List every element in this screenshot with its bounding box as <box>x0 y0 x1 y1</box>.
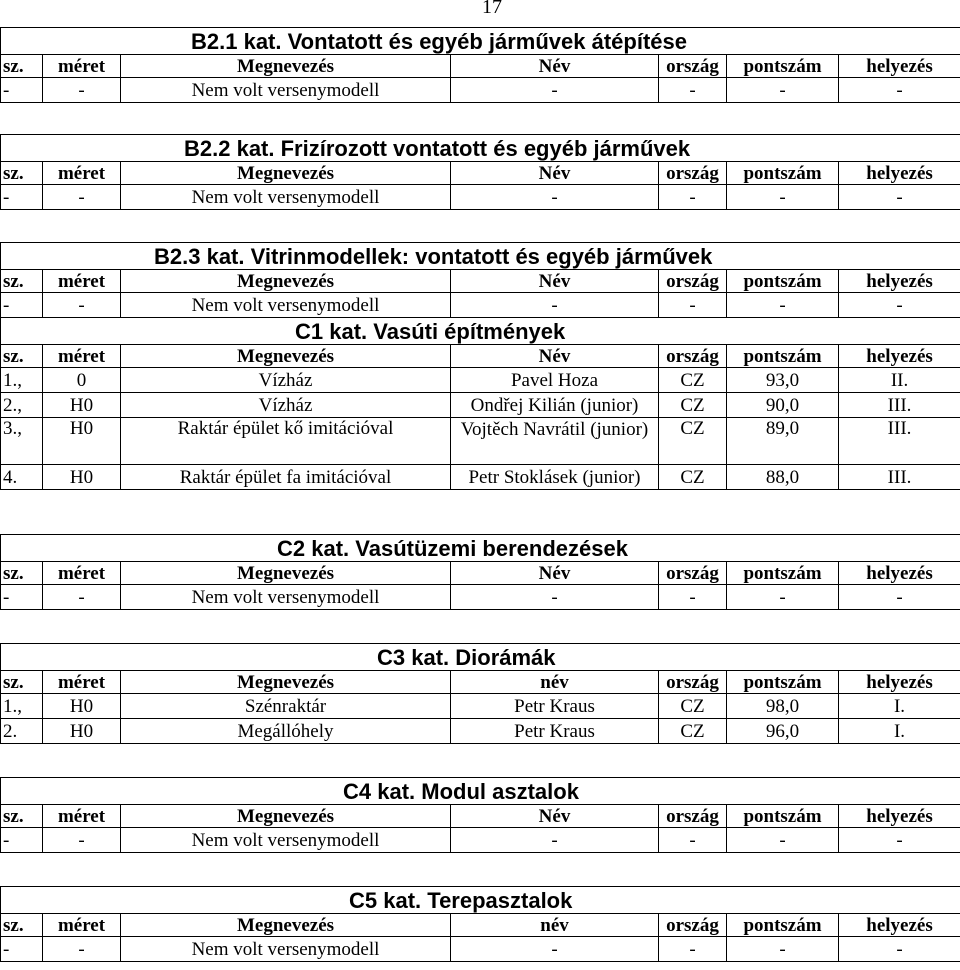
cell-helyezes: III. <box>839 418 960 465</box>
cell-megnevezes: Nem volt versenymodell <box>121 585 451 610</box>
header-meret: méret <box>43 805 121 828</box>
cell-pontszam: - <box>727 585 839 610</box>
cell-nev: - <box>451 78 659 103</box>
cell-sz: - <box>1 937 43 962</box>
cell-sz: 1., <box>1 368 43 393</box>
header-sz: sz. <box>1 805 43 828</box>
header-pontszam: pontszám <box>727 55 839 78</box>
cell-sz: 4. <box>1 465 43 490</box>
cell-helyezes: I. <box>839 719 960 744</box>
cell-helyezes: - <box>839 828 960 853</box>
cell-megnevezes: Vízház <box>121 393 451 418</box>
header-helyezes: helyezés <box>839 914 960 937</box>
header-orszag: ország <box>659 162 727 185</box>
page-number: 17 <box>482 0 502 18</box>
header-pontszam: pontszám <box>727 914 839 937</box>
cell-helyezes: - <box>839 293 960 318</box>
cell-megnevezes: Raktár épület kő imitációval <box>121 418 451 465</box>
cell-helyezes: III. <box>839 465 960 490</box>
header-helyezes: helyezés <box>839 345 960 368</box>
header-nev: név <box>451 914 659 937</box>
results-table <box>0 643 960 744</box>
cell-pontszam: 90,0 <box>727 393 839 418</box>
results-table <box>0 534 960 610</box>
cell-nev: Ondřej Kilián (junior) <box>451 393 659 418</box>
header-megnevezes: Megnevezés <box>121 805 451 828</box>
header-orszag: ország <box>659 914 727 937</box>
cell-megnevezes: Nem volt versenymodell <box>121 828 451 853</box>
table-row <box>1 719 960 744</box>
header-megnevezes: Megnevezés <box>121 162 451 185</box>
cell-pontszam: - <box>727 78 839 103</box>
header-meret: méret <box>43 914 121 937</box>
section-b2-3 <box>0 242 960 490</box>
header-helyezes: helyezés <box>839 162 960 185</box>
cell-megnevezes: Raktár épület fa imitációval <box>121 465 451 490</box>
table-header <box>1 671 960 694</box>
cell-pontszam: - <box>727 293 839 318</box>
header-megnevezes: Megnevezés <box>121 562 451 585</box>
header-meret: méret <box>43 162 121 185</box>
cell-meret: - <box>43 828 121 853</box>
cell-nev: Vojtěch Navrátil (junior) <box>451 418 659 465</box>
table-row <box>1 418 960 465</box>
results-table <box>0 886 960 962</box>
header-pontszam: pontszám <box>727 345 839 368</box>
header-meret: méret <box>43 270 121 293</box>
table-row <box>1 694 960 719</box>
header-megnevezes: Megnevezés <box>121 55 451 78</box>
cell-megnevezes: Nem volt versenymodell <box>121 185 451 210</box>
cell-pontszam: 88,0 <box>727 465 839 490</box>
header-sz: sz. <box>1 270 43 293</box>
cell-meret: - <box>43 585 121 610</box>
header-megnevezes: Megnevezés <box>121 270 451 293</box>
section-title: C1 kat. Vasúti építmények <box>1 318 960 345</box>
table-header <box>1 162 960 185</box>
header-nev: Név <box>451 345 659 368</box>
section-c3 <box>0 643 960 744</box>
header-helyezes: helyezés <box>839 562 960 585</box>
header-pontszam: pontszám <box>727 671 839 694</box>
cell-nev: - <box>451 293 659 318</box>
cell-sz: 2. <box>1 719 43 744</box>
header-orszag: ország <box>659 562 727 585</box>
section-c4 <box>0 777 960 853</box>
header-sz: sz. <box>1 671 43 694</box>
header-orszag: ország <box>659 671 727 694</box>
cell-pontszam: 93,0 <box>727 368 839 393</box>
cell-meret: H0 <box>43 694 121 719</box>
header-meret: méret <box>43 345 121 368</box>
cell-nev: Petr Kraus <box>451 694 659 719</box>
header-nev: Név <box>451 270 659 293</box>
table-row <box>1 828 960 853</box>
cell-orszag: CZ <box>659 465 727 490</box>
header-sz: sz. <box>1 562 43 585</box>
cell-meret: 0 <box>43 368 121 393</box>
cell-pontszam: 98,0 <box>727 694 839 719</box>
results-table <box>0 777 960 853</box>
cell-sz: - <box>1 78 43 103</box>
cell-meret: H0 <box>43 393 121 418</box>
cell-helyezes: I. <box>839 694 960 719</box>
cell-megnevezes: Szénraktár <box>121 694 451 719</box>
cell-nev: - <box>451 828 659 853</box>
section-title: C2 kat. Vasútüzemi berendezések <box>1 535 960 562</box>
header-pontszam: pontszám <box>727 162 839 185</box>
cell-sz: - <box>1 293 43 318</box>
table-row <box>1 185 960 210</box>
cell-orszag: CZ <box>659 418 727 465</box>
cell-meret: - <box>43 937 121 962</box>
cell-meret: - <box>43 293 121 318</box>
cell-meret: - <box>43 185 121 210</box>
table-row <box>1 78 960 103</box>
cell-helyezes: III. <box>839 393 960 418</box>
header-nev: név <box>451 671 659 694</box>
header-orszag: ország <box>659 270 727 293</box>
section-title: B2.3 kat. Vitrinmodellek: vontatott és egyéb járművek <box>1 243 960 270</box>
table-header <box>1 270 960 293</box>
header-nev: Név <box>451 55 659 78</box>
cell-orszag: - <box>659 937 727 962</box>
cell-orszag: - <box>659 78 727 103</box>
cell-orszag: CZ <box>659 694 727 719</box>
cell-nev: - <box>451 585 659 610</box>
table-row <box>1 585 960 610</box>
header-helyezes: helyezés <box>839 671 960 694</box>
header-helyezes: helyezés <box>839 55 960 78</box>
header-megnevezes: Megnevezés <box>121 345 451 368</box>
section-title: C4 kat. Modul asztalok <box>1 778 960 805</box>
header-orszag: ország <box>659 805 727 828</box>
cell-sz: 2., <box>1 393 43 418</box>
cell-helyezes: - <box>839 937 960 962</box>
table-header <box>1 914 960 937</box>
cell-nev: Petr Stoklásek (junior) <box>451 465 659 490</box>
cell-pontszam: - <box>727 185 839 210</box>
cell-pontszam: 89,0 <box>727 418 839 465</box>
cell-pontszam: - <box>727 937 839 962</box>
header-megnevezes: Megnevezés <box>121 671 451 694</box>
cell-nev: Pavel Hoza <box>451 368 659 393</box>
cell-sz: - <box>1 185 43 210</box>
section-c5 <box>0 886 960 962</box>
header-nev: Név <box>451 562 659 585</box>
header-nev: Név <box>451 162 659 185</box>
header-helyezes: helyezés <box>839 270 960 293</box>
table-row <box>1 368 960 393</box>
cell-nev: - <box>451 185 659 210</box>
cell-pontszam: 96,0 <box>727 719 839 744</box>
cell-helyezes: - <box>839 78 960 103</box>
cell-nev: Petr Kraus <box>451 719 659 744</box>
cell-pontszam: - <box>727 828 839 853</box>
header-orszag: ország <box>659 345 727 368</box>
header-pontszam: pontszám <box>727 270 839 293</box>
table-header <box>1 345 960 368</box>
cell-megnevezes: Megállóhely <box>121 719 451 744</box>
table-header <box>1 805 960 828</box>
header-helyezes: helyezés <box>839 805 960 828</box>
cell-meret: H0 <box>43 719 121 744</box>
table-row <box>1 465 960 490</box>
cell-sz: - <box>1 585 43 610</box>
table-row <box>1 393 960 418</box>
cell-orszag: CZ <box>659 368 727 393</box>
cell-meret: H0 <box>43 465 121 490</box>
table-header <box>1 55 960 78</box>
cell-orszag: - <box>659 293 727 318</box>
cell-megnevezes: Nem volt versenymodell <box>121 78 451 103</box>
cell-megnevezes: Nem volt versenymodell <box>121 293 451 318</box>
header-nev: Név <box>451 805 659 828</box>
cell-megnevezes: Nem volt versenymodell <box>121 937 451 962</box>
header-megnevezes: Megnevezés <box>121 914 451 937</box>
cell-meret: - <box>43 78 121 103</box>
header-sz: sz. <box>1 55 43 78</box>
section-title: B2.1 kat. Vontatott és egyéb járművek átépítése <box>1 28 960 55</box>
cell-helyezes: - <box>839 185 960 210</box>
section-title: B2.2 kat. Frizírozott vontatott és egyéb járművek <box>1 135 960 162</box>
cell-sz: 1., <box>1 694 43 719</box>
section-b2-2 <box>0 134 960 210</box>
section-title: C3 kat. Diorámák <box>1 644 960 671</box>
cell-nev: - <box>451 937 659 962</box>
header-meret: méret <box>43 671 121 694</box>
cell-helyezes: - <box>839 585 960 610</box>
section-b2-1 <box>0 27 960 103</box>
cell-sz: 3., <box>1 418 43 465</box>
cell-orszag: CZ <box>659 719 727 744</box>
header-pontszam: pontszám <box>727 805 839 828</box>
header-meret: méret <box>43 55 121 78</box>
table-row <box>1 937 960 962</box>
cell-orszag: - <box>659 585 727 610</box>
cell-orszag: CZ <box>659 393 727 418</box>
cell-orszag: - <box>659 185 727 210</box>
cell-sz: - <box>1 828 43 853</box>
section-c2 <box>0 534 960 610</box>
cell-helyezes: II. <box>839 368 960 393</box>
cell-meret: H0 <box>43 418 121 465</box>
results-table <box>0 134 960 210</box>
header-sz: sz. <box>1 345 43 368</box>
header-meret: méret <box>43 562 121 585</box>
cell-orszag: - <box>659 828 727 853</box>
header-sz: sz. <box>1 162 43 185</box>
header-sz: sz. <box>1 914 43 937</box>
header-pontszam: pontszám <box>727 562 839 585</box>
cell-megnevezes: Vízház <box>121 368 451 393</box>
results-table <box>0 242 960 490</box>
header-orszag: ország <box>659 55 727 78</box>
table-header <box>1 562 960 585</box>
table-row <box>1 293 960 318</box>
results-table <box>0 27 960 103</box>
section-title: C5 kat. Terepasztalok <box>1 887 960 914</box>
